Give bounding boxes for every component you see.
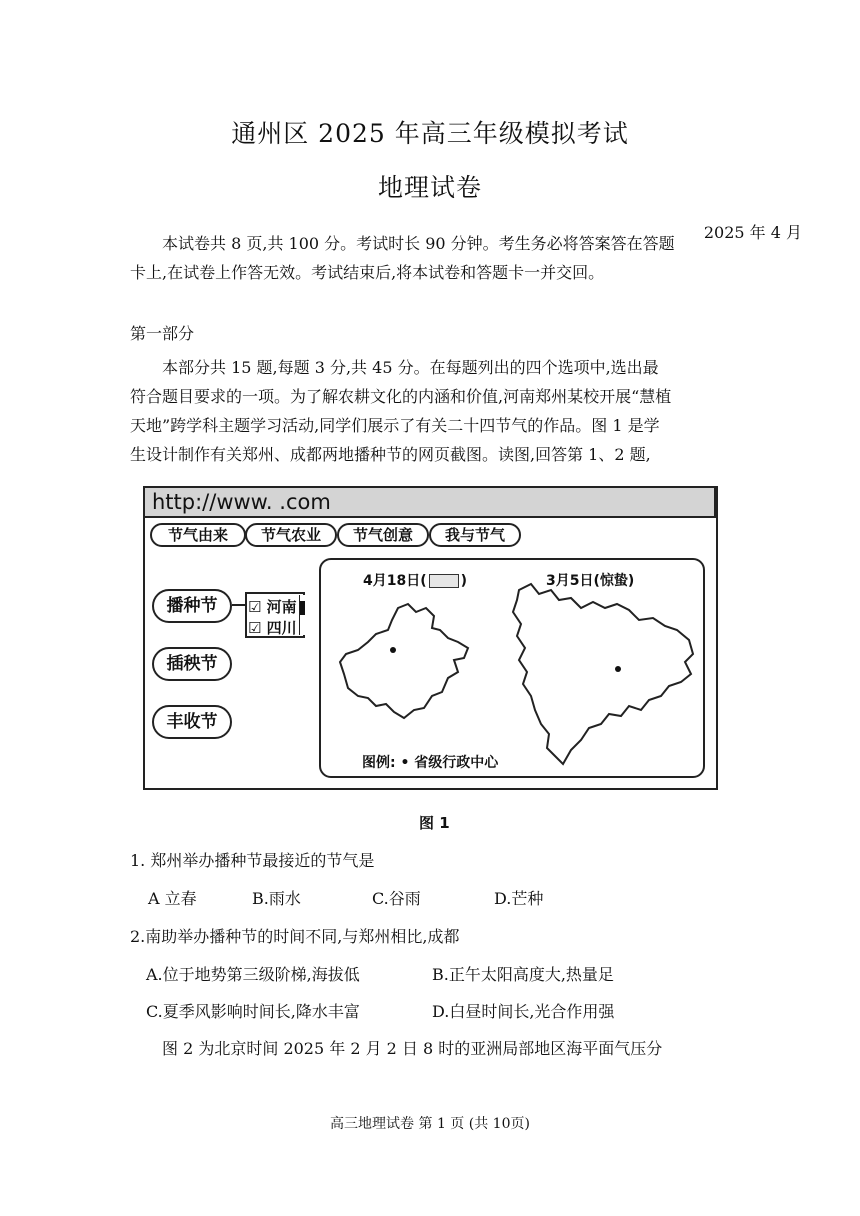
figure-caption: 图 1 (419, 814, 450, 832)
intro-line-1: 本试卷共 8 页,共 100 分。考试时长 90 分钟。考生务必将答案答在答题 (162, 234, 675, 253)
tab-creative: 节气创意 (337, 523, 429, 547)
tab-origin: 节气由来 (150, 523, 246, 547)
part-line-3: 天地”跨学科主题学习活动,同学们展示了有关二十四节气的作品。图 1 是学 (130, 416, 660, 435)
scrollbar (299, 595, 305, 635)
tab-me: 我与节气 (429, 523, 521, 547)
q1-option-b: B.雨水 (252, 889, 301, 908)
button-harvest: 丰收节 (152, 705, 232, 739)
q2-option-c: C.夏季风影响时间长,降水丰富 (146, 1002, 360, 1021)
map-label-left-close: ) (460, 573, 468, 589)
q2-option-b: B.正午太阳高度大,热量足 (432, 965, 614, 984)
check-henan: ☑ 河南 (248, 598, 297, 616)
part-line-4: 生设计制作有关郑州、成都两地播种节的网页截图。读图,回答第 1、2 题, (130, 445, 651, 464)
exam-date: 2025 年 4 月 (703, 223, 802, 242)
part-heading: 第一部分 (130, 324, 195, 343)
map-legend: 图例: • 省级行政中心 (362, 755, 499, 771)
part-paragraph (130, 353, 730, 469)
map-label-left-text: 4月18日( (363, 573, 427, 589)
q2-option-d: D.白昼时间长,光合作用强 (432, 1002, 615, 1021)
q1-option-c: C.谷雨 (372, 889, 421, 908)
map-label-left (363, 570, 467, 590)
intro-paragraph (130, 229, 730, 287)
page-footer: 高三地理试卷 第 1 页 (共 10页) (330, 1116, 530, 1132)
q2-stem: 2.南助举办播种节的时间不同,与郑州相比,成都 (130, 927, 460, 946)
map-label-right: 3月5日(惊蛰) (546, 573, 635, 589)
scrollbar-thumb (300, 601, 305, 615)
button-sowing: 播种节 (152, 589, 232, 623)
url-text: http://www. .com (152, 490, 331, 514)
sichuan-map (505, 578, 700, 773)
check-sichuan: ☑ 四川 (248, 619, 297, 637)
part-line-1: 本部分共 15 题,每题 3 分,共 45 分。在每题列出的四个选项中,选出最 (162, 358, 659, 377)
continuation-text: 图 2 为北京时间 2025 年 2 月 2 日 8 时的亚洲局部地区海平面气压分 (162, 1039, 663, 1058)
q2-option-a: A.位于地势第三级阶梯,海拔低 (146, 965, 360, 984)
exam-subtitle: 地理试卷 (377, 173, 482, 202)
part-line-2: 符合题目要求的一项。为了解农耕文化的内涵和价值,河南郑州某校开展“慧植 (130, 387, 672, 406)
henan-map (336, 600, 476, 730)
blank-answer-box (429, 574, 459, 588)
q1-option-d: D.芒种 (494, 889, 544, 908)
button-transplanting: 插秧节 (152, 647, 232, 681)
exam-title: 通州区 2025 年高三年级模拟考试 (231, 119, 629, 148)
q1-stem: 1. 郑州举办播种节最接近的节气是 (130, 851, 375, 870)
tab-agriculture: 节气农业 (245, 523, 337, 547)
intro-line-2: 卡上,在试卷上作答无效。考试结束后,将本试卷和答题卡一并交回。 (130, 263, 605, 282)
q1-option-a: A 立春 (148, 889, 197, 908)
